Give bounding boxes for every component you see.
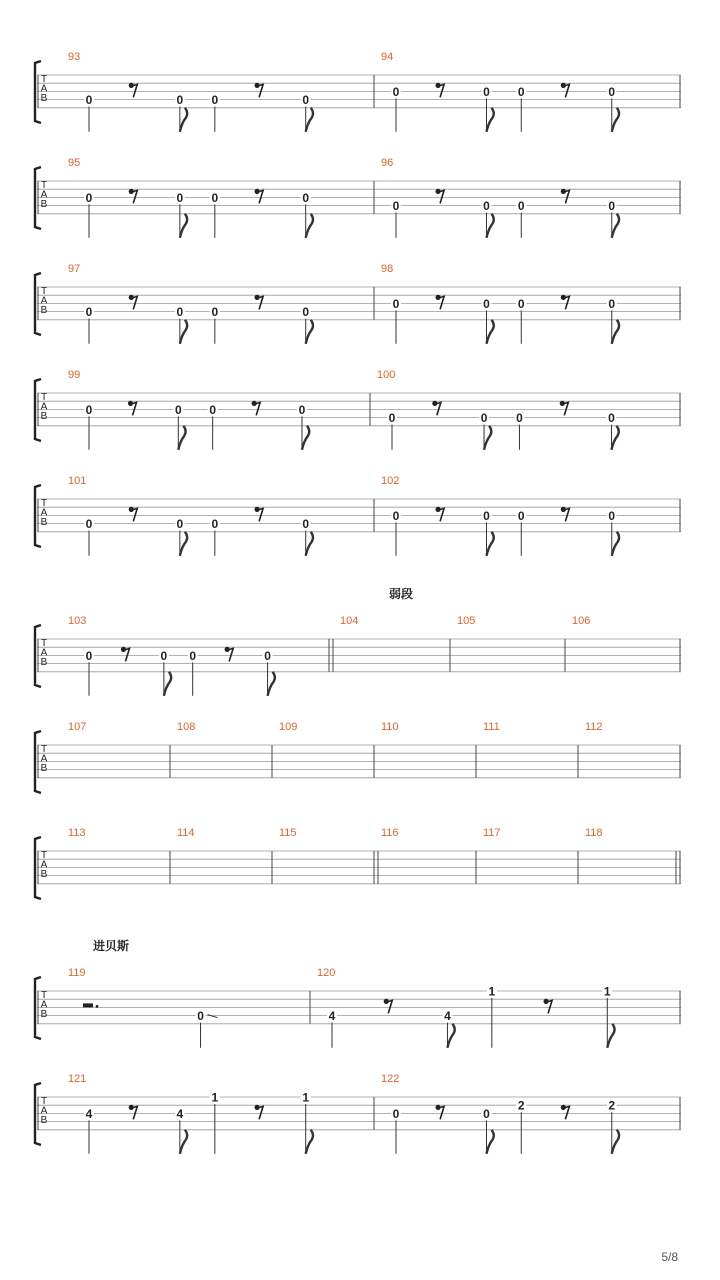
tab-clef-letter: B [40, 305, 48, 316]
measure-number: 122 [381, 1073, 400, 1085]
measure-number: 100 [377, 369, 396, 381]
fret-number: 0 [517, 84, 525, 99]
tab-clef-letter: B [40, 869, 48, 880]
tab-clef-letter: B [40, 199, 48, 210]
tab-clef-letter: A [40, 1105, 48, 1117]
measure-number: 113 [68, 827, 86, 839]
fret-number: 0 [85, 93, 93, 108]
tab-clef-letter: B [40, 763, 48, 774]
tab-clef-letter: T [40, 1096, 48, 1107]
measure-number: 117 [483, 827, 501, 839]
tab-clef-letter: A [40, 83, 48, 95]
tab-clef-letter: A [40, 647, 48, 659]
measure-number: 104 [340, 615, 359, 627]
fret-number: 0 [85, 305, 93, 320]
measure-number: 107 [68, 721, 87, 733]
fret-number: 0 [302, 93, 310, 108]
tab-clef-letter: T [40, 990, 48, 1001]
measure-number: 111 [483, 721, 500, 733]
tab-clef-letter: T [40, 744, 48, 755]
measure-number: 116 [381, 827, 399, 839]
fret-number: 0 [483, 296, 490, 311]
tab-clef-letter: A [40, 401, 48, 413]
fret-number: 0 [608, 411, 615, 426]
fret-number: 0 [392, 199, 400, 214]
fret-number: 1 [488, 984, 496, 999]
eighth-rest [256, 1106, 263, 1119]
fret-number: 0 [85, 648, 93, 663]
measure-number: 119 [68, 967, 86, 979]
tab-clef-letter: T [40, 286, 48, 297]
measure-number: 103 [68, 615, 87, 627]
page-number: 5/8 [661, 1250, 678, 1264]
measure-number: 94 [381, 51, 394, 63]
tab-clef-letter: A [40, 999, 48, 1011]
tab-clef-letter: T [40, 74, 48, 85]
fret-number: 4 [176, 1106, 184, 1121]
fret-number: 0 [176, 517, 184, 532]
measure-number: 121 [68, 1073, 87, 1085]
tab-clef-letter: A [40, 507, 48, 519]
measure-number: 93 [68, 51, 81, 63]
fret-number: 0 [483, 199, 490, 214]
fret-number: 0 [85, 517, 93, 532]
tab-clef-letter: B [40, 93, 48, 104]
eighth-flag [486, 1130, 493, 1154]
fret-number: 0 [517, 199, 525, 214]
fret-number: 0 [302, 305, 310, 320]
fret-number: 0 [302, 517, 310, 532]
fret-number: 4 [85, 1106, 93, 1121]
fret-number: 0 [85, 402, 93, 417]
fret-number: 0 [483, 84, 490, 99]
measure-number: 110 [381, 721, 399, 733]
fret-number: 2 [608, 1098, 616, 1113]
measure-number: 114 [177, 827, 195, 839]
fret-number: 0 [608, 84, 616, 99]
fret-number: 0 [608, 296, 616, 311]
fret-number: 0 [211, 93, 219, 108]
fret-number: 0 [392, 1106, 400, 1121]
fret-number: 0 [209, 402, 217, 417]
fret-number: 0 [264, 648, 271, 663]
section-label: 进贝斯 [93, 939, 130, 953]
fret-number: 0 [302, 190, 310, 205]
tab-clef-letter: A [40, 295, 48, 307]
tab-clef-letter: B [40, 517, 48, 528]
eighth-flag [180, 1130, 187, 1154]
tab-clef-letter: T [40, 392, 48, 403]
fret-number: 0 [392, 84, 400, 99]
measure-number: 112 [585, 721, 603, 733]
measure-number: 102 [381, 475, 400, 487]
tab-clef-letter: T [40, 850, 48, 861]
fret-number: 0 [517, 296, 525, 311]
fret-number: 0 [211, 517, 219, 532]
fret-number: 0 [392, 296, 400, 311]
measure-number: 118 [585, 827, 603, 839]
tab-clef-letter: B [40, 1115, 48, 1126]
fret-number: 0 [298, 402, 306, 417]
fret-number: 0 [483, 508, 490, 523]
fret-number: 4 [328, 1009, 336, 1024]
eighth-rest [562, 1106, 569, 1119]
fret-number: 0 [211, 305, 219, 320]
eighth-rest [130, 1106, 137, 1119]
measure-number: 97 [68, 263, 81, 275]
tab-clef-letter: B [40, 657, 48, 668]
measure-number: 109 [279, 721, 298, 733]
fret-number: 0 [176, 305, 184, 320]
fret-number: 0 [176, 93, 184, 108]
measure-number: 99 [68, 369, 81, 381]
fret-number: 1 [603, 984, 611, 999]
measure-number: 106 [572, 615, 591, 627]
tab-clef-letter: B [40, 1009, 48, 1020]
section-label: 弱段 [389, 587, 414, 601]
fret-number: 0 [517, 508, 525, 523]
fret-number: 0 [392, 508, 400, 523]
tab-clef-letter: A [40, 189, 48, 201]
fret-number: 0 [608, 508, 616, 523]
measure-number: 108 [177, 721, 196, 733]
measure-number: 95 [68, 157, 81, 169]
tab-clef-letter: T [40, 180, 48, 191]
tab-clef-letter: B [40, 411, 48, 422]
fret-number: 0 [211, 190, 219, 205]
measure-number: 120 [317, 967, 336, 979]
fret-number: 1 [302, 1090, 310, 1105]
fret-number: 0 [197, 1009, 204, 1024]
fret-number: 1 [211, 1090, 219, 1105]
fret-number: 0 [480, 411, 488, 426]
fret-number: 0 [388, 411, 396, 426]
measure-number: 101 [68, 475, 87, 487]
tab-clef-letter: A [40, 859, 48, 871]
fret-number: 0 [160, 648, 168, 663]
eighth-flag [306, 1130, 313, 1154]
fret-number: 0 [608, 199, 616, 214]
tab-clef-letter: A [40, 753, 48, 765]
measure-number: 105 [457, 615, 476, 627]
fret-number: 4 [444, 1009, 451, 1024]
fret-number: 0 [516, 411, 523, 426]
measure-number: 115 [279, 827, 297, 839]
eighth-rest [437, 1106, 444, 1119]
fret-number: 0 [189, 648, 197, 663]
fret-number: 0 [85, 190, 93, 205]
fret-number: 0 [176, 190, 184, 205]
tab-clef-letter: T [40, 498, 48, 509]
tab-clef-letter: T [40, 638, 48, 649]
measure-number: 98 [381, 263, 394, 275]
measure-number: 96 [381, 157, 394, 169]
fret-number: 2 [517, 1098, 525, 1113]
fret-number: 0 [174, 402, 182, 417]
fret-number: 0 [483, 1106, 490, 1121]
eighth-flag [612, 1130, 619, 1154]
